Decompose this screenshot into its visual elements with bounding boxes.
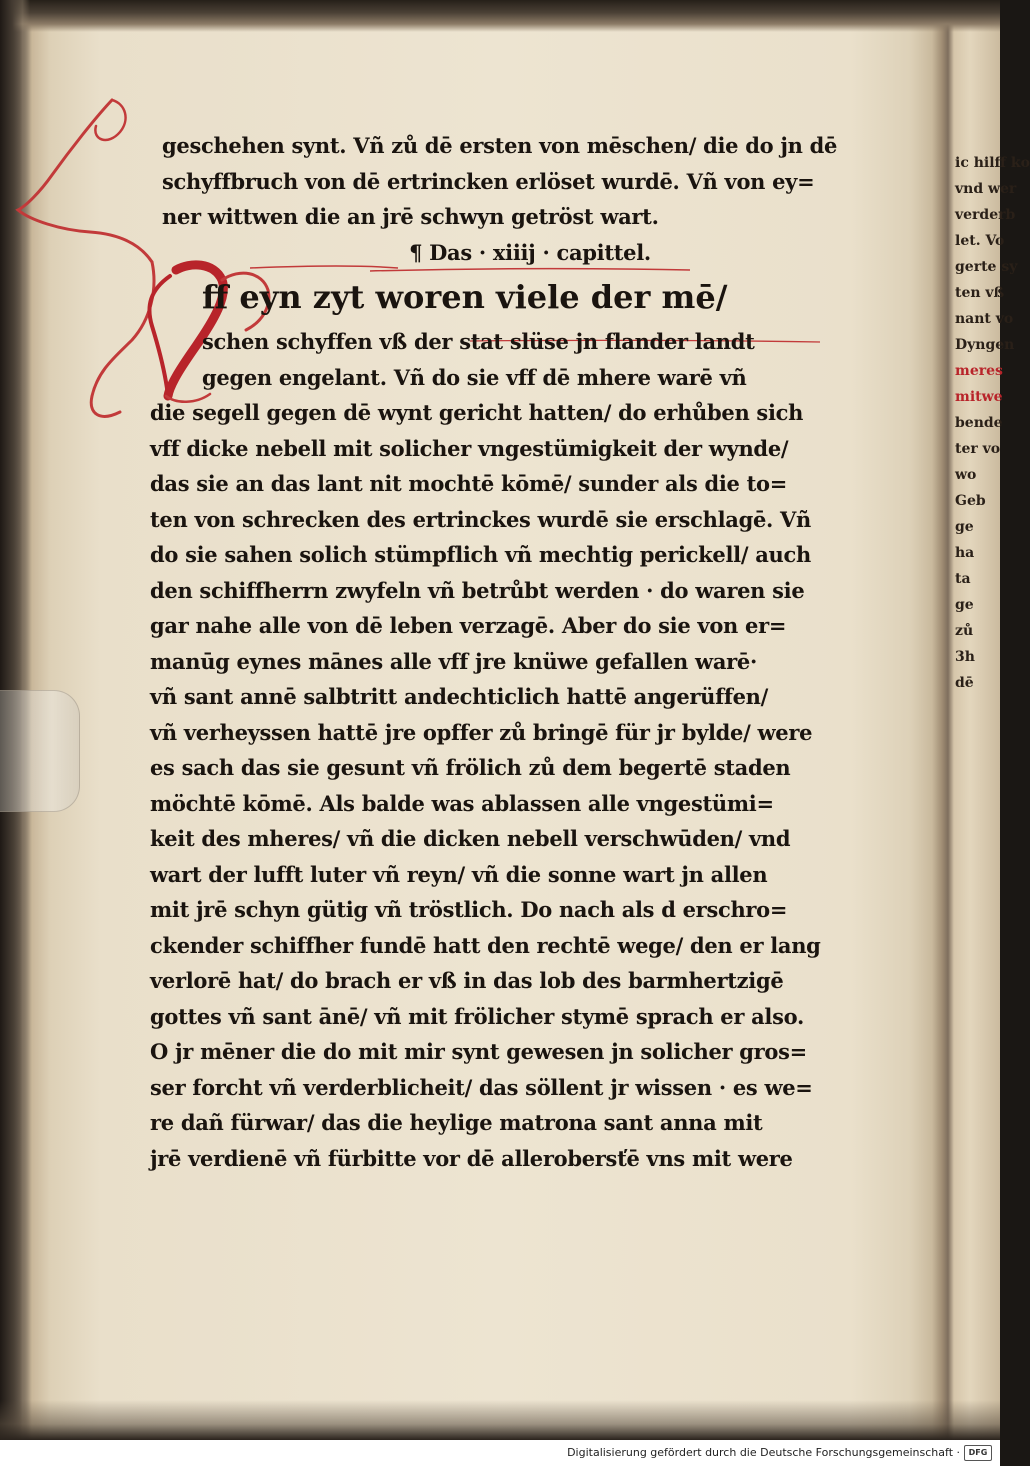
text-line: geschehen synt. Vñ zů dē ersten von mēschen/ die do jn dē [162, 133, 838, 158]
facing-text-line: mitwe [955, 389, 1003, 405]
text-line: keit des mheres/ vñ die dicken nebell verschwūden/ vnd [150, 826, 791, 851]
facing-text-line: zů [955, 623, 974, 639]
facing-text-line: ic hilff ko [955, 155, 1030, 171]
facing-text-line: Geb [955, 493, 986, 509]
text-line: vñ sant annē salbtritt andechticlich hattē angerüffen/ [150, 684, 768, 709]
text-line: ten von schrecken des ertrinckes wurdē sie erschlagē. Vñ [150, 506, 812, 532]
facing-text-line: dē [955, 675, 974, 691]
facing-text-line: verderb [955, 207, 1016, 223]
facing-text-line: ge [955, 519, 974, 535]
text-line: das sie an das lant nit mochtē kōmē/ sunder als die to= [150, 471, 788, 496]
facing-page-fragment [955, 150, 1030, 1050]
facing-text-line: ge [955, 597, 974, 613]
facing-text-line: ha [955, 545, 975, 561]
facing-text-line: let. Vo [955, 233, 1005, 249]
facing-text-line: bende [955, 415, 1003, 431]
facing-text-line: gerte sy [955, 259, 1018, 275]
text-line: ckender schiffher fundē hatt den rechtē wege/ den er lang [150, 932, 821, 958]
book-bottom-edge [0, 1400, 1000, 1440]
facing-text-line: wo [955, 467, 977, 483]
facing-text-line: Dyngen [955, 337, 1015, 353]
footer-bar [0, 1440, 1000, 1466]
text-line: schen schyffen vß der stat slüse jn flander landt [202, 329, 755, 354]
text-line: gegen engelant. Vñ do sie vff dē mhere warē vñ [202, 364, 747, 390]
text-line: ser forcht vñ verderblicheit/ das söllent jr wissen · es we= [150, 1074, 813, 1100]
text-line: wart der lufft luter vñ reyn/ vñ die sonne wart jn allen [150, 861, 768, 887]
text-block [150, 128, 870, 1176]
facing-text-line: ten vß [955, 285, 1005, 301]
facing-text-line: ter vo [955, 441, 1001, 457]
page-clip [0, 690, 80, 812]
funding-credit: Digitalisierung gefördert durch die Deutsche Forschungsgemeinschaft · [567, 1446, 960, 1459]
text-line: den schiffherrn zwyfeln vñ betrůbt werden · do waren sie [150, 577, 805, 603]
text-line: gottes vñ sant ānē/ vñ mit frölicher stymē sprach er also. [150, 1003, 804, 1029]
text-line: möchtē kōmē. Als balde was ablassen alle vngestümi= [150, 790, 774, 816]
text-line: jrē verdienē vñ fürbitte vor dē allerobersťē vns mit were [150, 1145, 793, 1171]
facing-text-line: 3h [955, 649, 975, 665]
text-line: verlorē hat/ do brach er vß in das lob des barmhertzigē [150, 968, 784, 993]
facing-text-line: vnd wer [955, 181, 1017, 197]
facing-text-line: nant vo [955, 311, 1014, 327]
dfg-logo: DFG [964, 1445, 992, 1461]
text-line: re dañ fürwar/ das die heylige matrona sant anna mit [150, 1110, 763, 1135]
chapter-heading: ¶ Das · xiiij · capittel. [409, 239, 651, 265]
opening-line: ff eyn zyt woren viele der mē/ [202, 278, 728, 316]
facing-text-line: ta [955, 571, 971, 587]
book-top-edge [0, 0, 1000, 32]
text-line: schyffbruch von dē ertrincken erlöset wurdē. Vñ von ey= [162, 168, 815, 194]
text-line: vff dicke nebell mit solicher vngestümigkeit der wynde/ [150, 435, 789, 461]
facing-text-line: meres [955, 363, 1003, 379]
text-line: mit jrē schyn gütig vñ tröstlich. Do nach als d erschro= [150, 897, 788, 922]
text-line: die segell gegen dē wynt gericht hatten/ do erhůben sich [150, 400, 804, 425]
text-line: manūg eynes mānes alle vff jre knüwe gefallen warē· [150, 648, 757, 674]
text-line: do sie sahen solich stümpflich vñ mechtig perickell/ auch [150, 542, 811, 567]
text-line: es sach das sie gesunt vñ frölich zů dem begertē staden [150, 755, 791, 780]
text-line: ner wittwen die an jrē schwyn getröst wart. [162, 204, 659, 229]
text-line: vñ verheyssen hattē jre opffer zů bringē für jr bylde/ were [150, 719, 813, 745]
text-line: O jr mēner die do mit mir synt gewesen jn solicher gros= [150, 1039, 807, 1064]
text-line: gar nahe alle von dē leben verzagē. Aber do sie von er= [150, 613, 787, 638]
